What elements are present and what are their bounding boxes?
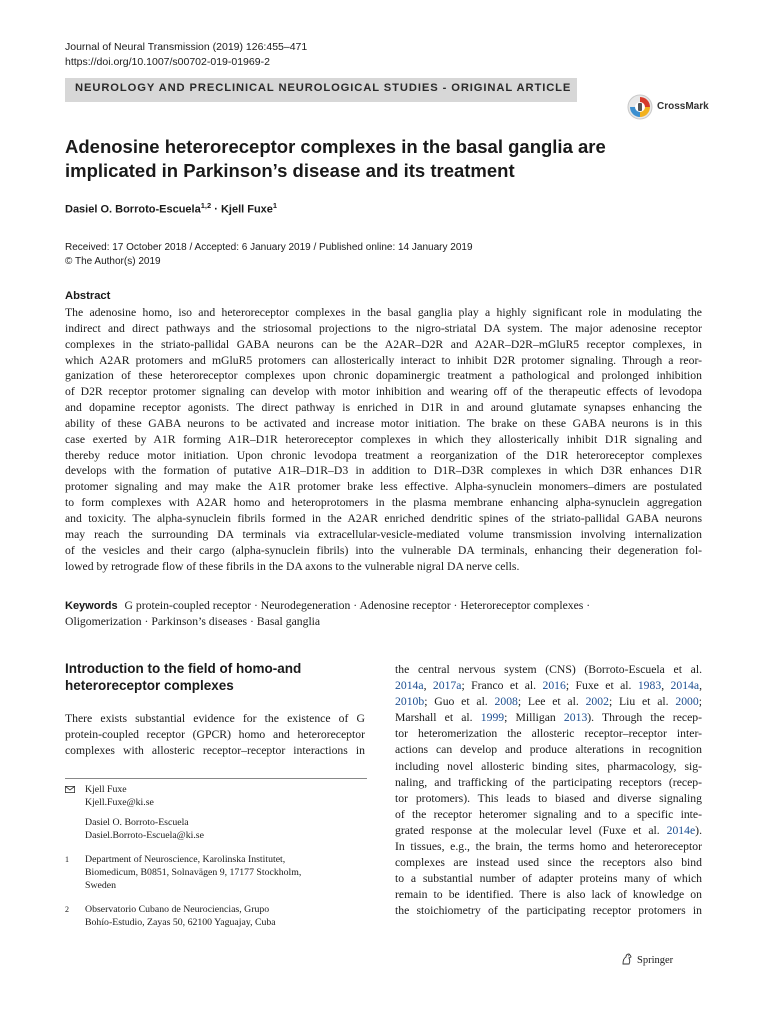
text-fragment: ;	[698, 695, 702, 709]
citation-link[interactable]: 2013	[563, 711, 588, 725]
journal-citation: Journal of Neural Transmission (2019) 126:455–471	[65, 41, 308, 53]
intro-paragraph	[65, 711, 365, 759]
affiliation-number: 2	[65, 905, 69, 915]
copyright-notice: © The Author(s) 2019	[65, 255, 161, 267]
affiliation-line: Sweden	[85, 879, 117, 891]
footnote-divider	[65, 778, 367, 779]
text-line: remain to be identified. There is also lack of knowledge on	[395, 888, 702, 902]
keywords-line: G protein-coupled receptor · Neurodegeneration · Adenosine receptor · Heteroreceptor complexes ·	[124, 599, 591, 612]
author-list	[65, 201, 277, 216]
text-line	[395, 694, 702, 710]
abstract-line: to form complexes with A2AR homo and heteroprotomers in the plasma membrane enhancing alpha-synuclein aggregation	[65, 496, 702, 510]
text-line: including novel allosteric binding sites, pharmacology, sig-	[395, 759, 702, 773]
text-fragment: ; Milligan	[504, 711, 564, 725]
text-line	[395, 823, 702, 839]
citation-link[interactable]: 2014a	[395, 679, 424, 693]
crossmark-icon	[627, 94, 653, 120]
text-line: complexes with allosteric receptor–receptor interactions in	[65, 744, 365, 757]
abstract-line: ganization of these heteroreceptor complexes upon chronic dopaminergic treatment a pathological and prolonged inhibition	[65, 369, 702, 383]
citation-link[interactable]: 2014e	[666, 823, 696, 837]
text-line: actions can develop and produce alterations in recognition	[395, 743, 702, 757]
author-affiliation: 1	[272, 201, 278, 210]
abstract-line: lowed by retrograde flow of these fibrils in the DA axons to the vulnerable nigral DA nerve cells.	[65, 559, 520, 573]
abstract-line: and toxicity. The alpha-synuclein fibrils formed in the A2AR enriched dendritic spines of the striato-pallidal GABA neurons	[65, 511, 702, 525]
article-type-label: NEUROLOGY AND PRECLINICAL NEUROLOGICAL STUDIES - ORIGINAL ARTICLE	[75, 82, 572, 94]
text-fragment: ).	[695, 823, 702, 837]
text-line	[395, 710, 702, 726]
text-fragment: ; Fuxe et al.	[565, 679, 638, 693]
citation-link[interactable]: 2017a	[432, 679, 462, 693]
keywords-line: Oligomerization · Parkinson’s diseases · Basal ganglia	[65, 615, 321, 628]
text-line	[395, 678, 702, 694]
author-name[interactable]: Kjell Fuxe	[220, 203, 273, 216]
text-line: protein-coupled receptor (GPCR) homo and heteroreceptor	[65, 728, 365, 741]
keywords-label: Keywords	[65, 600, 118, 612]
crossmark-badge[interactable]	[627, 94, 731, 120]
abstract-line: protomer signaling and may make the A1R protomer brake less effective. Alpha-synuclein monomers–dimers are postulated	[65, 480, 702, 494]
affiliation-line: Bohío-Estudio, Zayas 50, 62100 Yaguajay, Cuba	[85, 916, 276, 928]
abstract-body	[65, 305, 702, 574]
text-fragment: ,	[661, 679, 671, 693]
corresponding-author-name: Kjell Fuxe	[85, 784, 127, 795]
text-fragment: Marshall et al.	[395, 711, 481, 725]
body-column-right	[395, 662, 702, 920]
coauthor-name: Dasiel O. Borroto-Escuela	[85, 817, 189, 829]
citation-link[interactable]: 2014a	[670, 679, 700, 693]
text-line: tor protomers). This leads to biased and diverse signaling	[395, 791, 702, 805]
abstract-line: of D2R receptor protomer signaling can develop with motor inhibition and wearing off of the therapeutic effects of levodopa	[65, 385, 702, 399]
affiliation-line: Observatorio Cubano de Neurociencias, Grupo	[85, 904, 270, 916]
abstract-line: develops with the formation of putative A1R–D1R–D3 in addition to D1R–D3R complexes in which D3R enhances D1R	[65, 464, 702, 478]
text-fragment: ; Lee et al.	[517, 695, 586, 709]
text-fragment: ; Liu et al.	[608, 695, 676, 709]
author-separator: ·	[214, 203, 218, 216]
text-fragment: ,	[699, 679, 702, 693]
abstract-line: case exerted by A1R forming A1R–D1R heteroreceptor complexes in which they allosterically inhibit D1R signaling and	[65, 432, 702, 446]
keywords-block	[65, 598, 702, 630]
publication-dates	[65, 241, 473, 268]
correspondence-block	[65, 784, 367, 929]
text-line: complexes are instead used since the receptors also bind	[395, 856, 702, 870]
doi-link[interactable]: https://doi.org/10.1007/s00702-019-01969-2	[65, 56, 270, 68]
citation-link[interactable]: 1983	[637, 679, 662, 693]
abstract-line: of the vesicles and their cargo (alpha-synuclein fibrils) into the vulnerable DA terminals, enhancing their degeneration fol-	[65, 543, 702, 557]
text-fragment: ). Through the recep-	[587, 711, 703, 725]
abstract-line: ability of these GABA neurons to be activated and increase motor initiation. The brake on these GABA neurons is in this	[65, 416, 702, 430]
publisher-name: Springer	[637, 955, 674, 966]
crossmark-label: CrossMark	[657, 101, 709, 112]
envelope-icon	[65, 786, 75, 793]
affiliation-line: Department of Neuroscience, Karolinska Institutet,	[85, 854, 286, 866]
text-fragment: ; Franco et al.	[461, 679, 543, 693]
text-line: of the receptor heteromer signaling and to a specific inte-	[395, 807, 702, 821]
title-line: implicated in Parkinson’s disease and its treatment	[65, 160, 515, 181]
publisher-footer	[621, 953, 673, 966]
citation-link[interactable]: 1999	[480, 711, 505, 725]
citation-link[interactable]: 2000	[675, 695, 699, 709]
abstract-heading: Abstract	[65, 290, 111, 302]
affiliation-line: Biomedicum, B0851, Solnavägen 9, 17177 Stockholm,	[85, 866, 302, 878]
text-line: tor heteromerization the allosteric receptor–receptor inter-	[395, 727, 702, 741]
author-name[interactable]: Dasiel O. Borroto-Escuela	[65, 203, 201, 216]
text-fragment: grated response at the molecular level (Fuxe et al.	[395, 823, 667, 837]
author-affiliation: 1,2	[200, 201, 212, 210]
text-fragment: ,	[423, 679, 433, 693]
text-line: the central nervous system (CNS) (Borroto-Escuela et al.	[395, 663, 702, 676]
text-line: naling, and trafficking of the participating receptors (recep-	[395, 775, 702, 789]
corresponding-author-email[interactable]: Kjell.Fuxe@ki.se	[85, 796, 154, 808]
text-fragment: ; Guo et al.	[424, 695, 495, 709]
citation-link[interactable]: 2008	[494, 695, 518, 709]
affiliation-number: 1	[65, 855, 69, 865]
citation-link[interactable]: 2002	[585, 695, 609, 709]
journal-header	[65, 40, 307, 70]
text-line: the stoichiometry of the participating receptor protomers in	[395, 904, 702, 918]
abstract-line: complexes in the striato-pallidal GABA neurons can be the A2AR–D2R and A2AR–D2R–mGluR5 receptor complexes, in	[65, 337, 702, 351]
title-line: Adenosine heteroreceptor complexes in the basal ganglia are	[65, 136, 606, 157]
abstract-line: The adenosine homo, iso and heteroreceptor complexes in the basal ganglia play a highly significant role in modulating the	[65, 306, 702, 319]
article-title	[65, 135, 685, 183]
coauthor-email[interactable]: Dasiel.Borroto-Escuela@ki.se	[85, 829, 204, 841]
article-type-banner	[65, 78, 577, 102]
section-heading-line: heteroreceptor complexes	[65, 678, 234, 693]
text-line: to a substantial number of adapter proteins many of which	[395, 872, 702, 886]
section-heading	[65, 660, 365, 694]
abstract-line: and dopamine receptor agonists. The direct pathway is enriched in D1R in and around glutamate synapses enhancing the	[65, 401, 702, 415]
springer-horse-icon	[621, 953, 633, 965]
section-heading-line: Introduction to the field of homo-and	[65, 661, 302, 676]
abstract-line: thereby reduce motor initiation. Upon chronic levodopa treatment a reorganization of the D1R heteroreceptor complexes	[65, 448, 702, 462]
text-line: In tissues, e.g., the brain, the terms homo and heteroreceptor	[395, 840, 702, 854]
abstract-line: which A2AR protomers and mGluR5 protomers can allosterically interact to inhibit D2R protomer signaling. Through a reor-	[65, 353, 702, 367]
abstract-line: may reach the surrounding DA terminals via extracellular-vesicle-mediated volume transmission involving internalization	[65, 527, 702, 541]
citation-link[interactable]: 2016	[542, 679, 566, 693]
history-dates: Received: 17 October 2018 / Accepted: 6 January 2019 / Published online: 14 January 2019	[65, 242, 473, 253]
citation-link[interactable]: 2010b	[395, 695, 425, 709]
text-line: There exists substantial evidence for the existence of G	[65, 712, 365, 725]
abstract-line: indirect and direct pathways and the striosomal projections to the nigro-striatal DA system. The major adenosine receptor	[65, 321, 702, 335]
